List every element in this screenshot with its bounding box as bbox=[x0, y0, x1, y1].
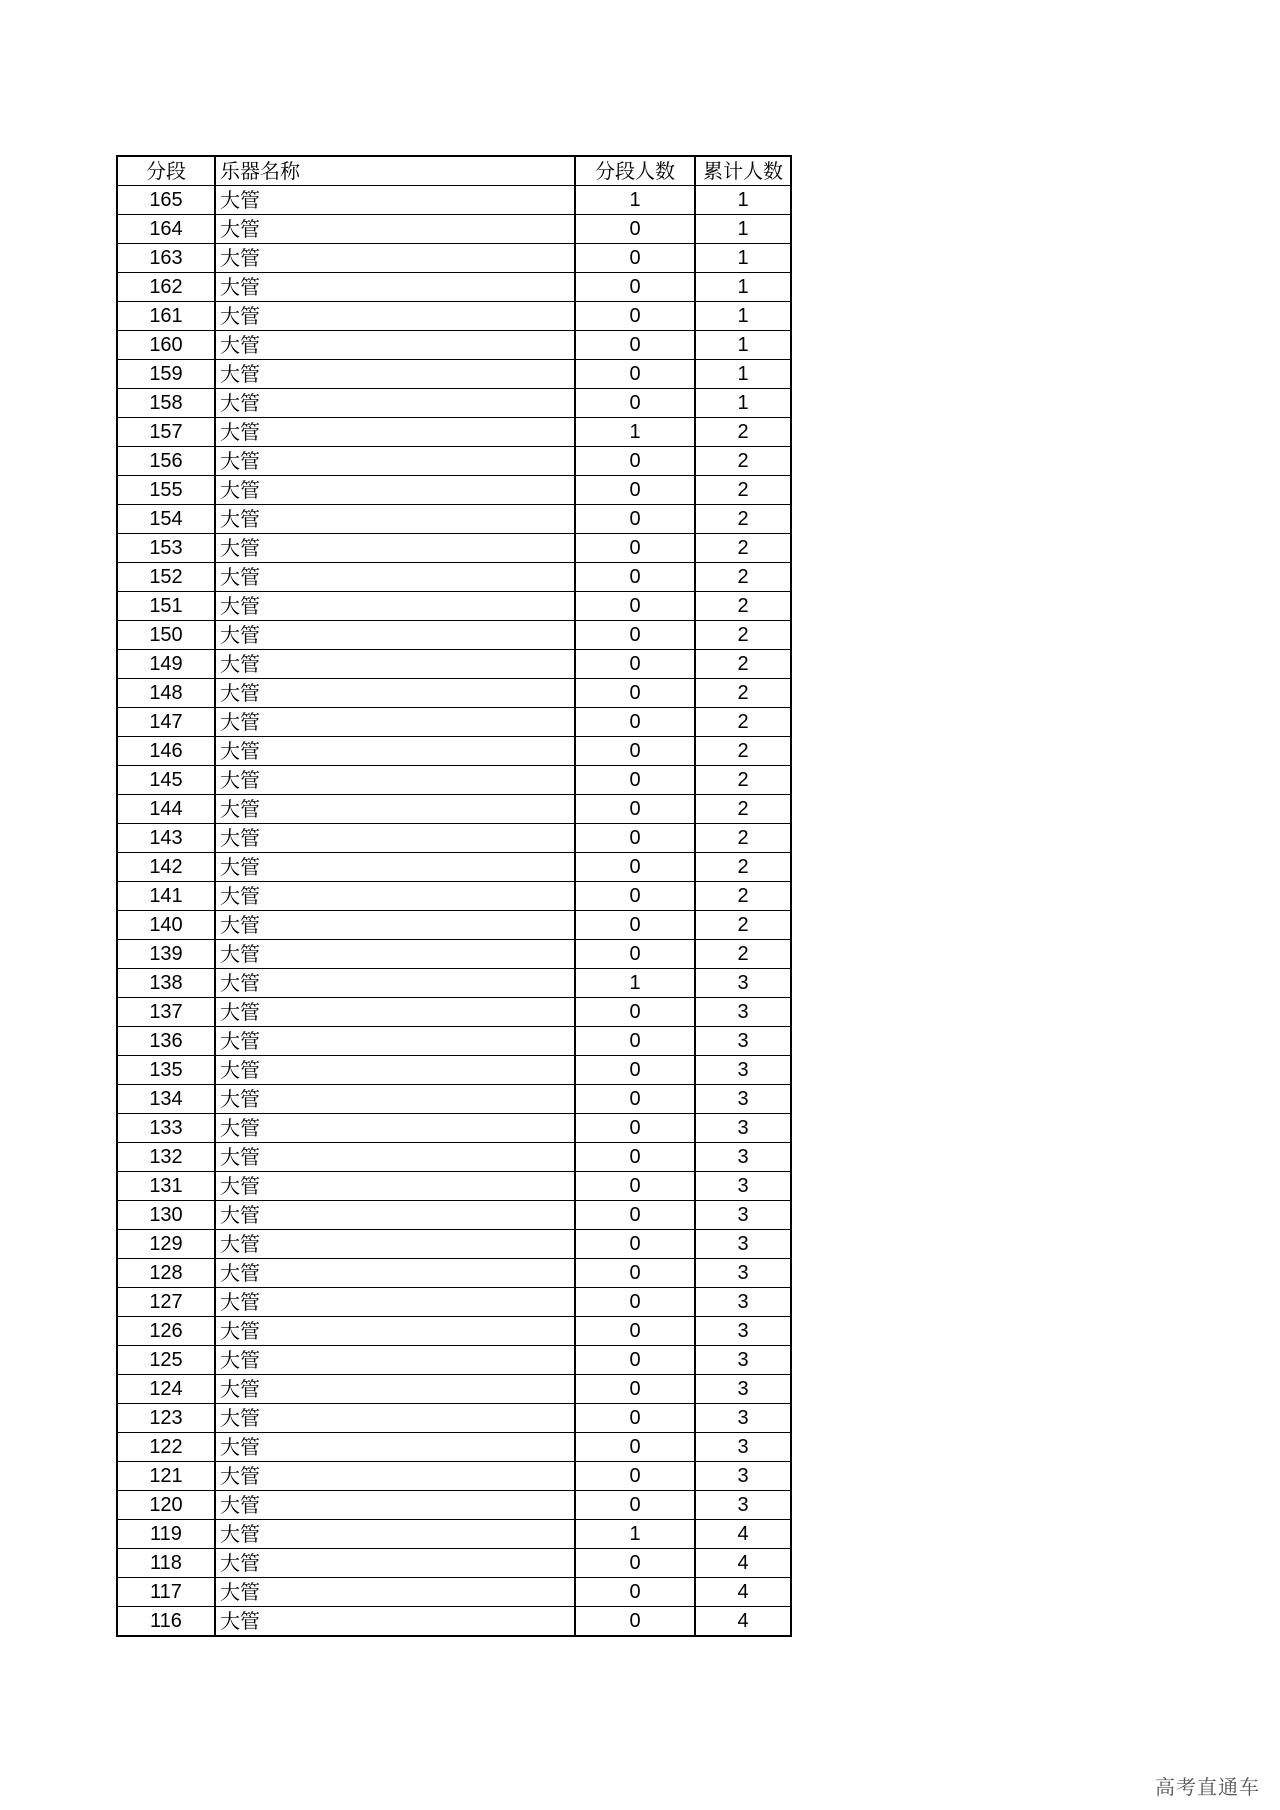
cell-segment: 149 bbox=[117, 650, 215, 679]
cell-cumulative: 4 bbox=[695, 1607, 791, 1637]
cell-count: 0 bbox=[575, 824, 695, 853]
cell-instrument: 大管 bbox=[215, 215, 575, 244]
cell-cumulative: 3 bbox=[695, 1288, 791, 1317]
cell-count: 0 bbox=[575, 1549, 695, 1578]
cell-count: 0 bbox=[575, 244, 695, 273]
cell-instrument: 大管 bbox=[215, 940, 575, 969]
cell-segment: 145 bbox=[117, 766, 215, 795]
cell-count: 0 bbox=[575, 1143, 695, 1172]
cell-instrument: 大管 bbox=[215, 621, 575, 650]
cell-instrument: 大管 bbox=[215, 969, 575, 998]
cell-count: 0 bbox=[575, 650, 695, 679]
cell-instrument: 大管 bbox=[215, 563, 575, 592]
cell-segment: 130 bbox=[117, 1201, 215, 1230]
cell-count: 0 bbox=[575, 1259, 695, 1288]
score-distribution-table bbox=[116, 155, 792, 1637]
cell-cumulative: 2 bbox=[695, 911, 791, 940]
cell-instrument: 大管 bbox=[215, 476, 575, 505]
cell-cumulative: 4 bbox=[695, 1549, 791, 1578]
table-row bbox=[117, 1201, 791, 1230]
table-row bbox=[117, 1578, 791, 1607]
cell-instrument: 大管 bbox=[215, 1433, 575, 1462]
cell-cumulative: 1 bbox=[695, 302, 791, 331]
cell-instrument: 大管 bbox=[215, 1317, 575, 1346]
cell-instrument: 大管 bbox=[215, 273, 575, 302]
cell-count: 0 bbox=[575, 1172, 695, 1201]
cell-count: 0 bbox=[575, 1578, 695, 1607]
cell-instrument: 大管 bbox=[215, 1085, 575, 1114]
cell-cumulative: 2 bbox=[695, 534, 791, 563]
table-row bbox=[117, 1404, 791, 1433]
cell-cumulative: 1 bbox=[695, 331, 791, 360]
cell-instrument: 大管 bbox=[215, 302, 575, 331]
cell-count: 0 bbox=[575, 1230, 695, 1259]
cell-count: 0 bbox=[575, 998, 695, 1027]
cell-count: 0 bbox=[575, 1404, 695, 1433]
cell-count: 0 bbox=[575, 708, 695, 737]
cell-segment: 153 bbox=[117, 534, 215, 563]
cell-count: 0 bbox=[575, 1607, 695, 1637]
table-row bbox=[117, 911, 791, 940]
cell-instrument: 大管 bbox=[215, 389, 575, 418]
table-row bbox=[117, 534, 791, 563]
cell-instrument: 大管 bbox=[215, 1288, 575, 1317]
table-row bbox=[117, 1056, 791, 1085]
table-row bbox=[117, 476, 791, 505]
cell-segment: 118 bbox=[117, 1549, 215, 1578]
cell-segment: 146 bbox=[117, 737, 215, 766]
cell-cumulative: 3 bbox=[695, 1259, 791, 1288]
cell-count: 0 bbox=[575, 389, 695, 418]
table-row bbox=[117, 650, 791, 679]
cell-segment: 125 bbox=[117, 1346, 215, 1375]
cell-segment: 119 bbox=[117, 1520, 215, 1549]
cell-count: 1 bbox=[575, 1520, 695, 1549]
cell-segment: 152 bbox=[117, 563, 215, 592]
cell-instrument: 大管 bbox=[215, 1201, 575, 1230]
cell-segment: 141 bbox=[117, 882, 215, 911]
cell-cumulative: 2 bbox=[695, 766, 791, 795]
cell-count: 0 bbox=[575, 940, 695, 969]
cell-instrument: 大管 bbox=[215, 1375, 575, 1404]
cell-segment: 133 bbox=[117, 1114, 215, 1143]
cell-count: 0 bbox=[575, 1201, 695, 1230]
cell-segment: 132 bbox=[117, 1143, 215, 1172]
cell-count: 0 bbox=[575, 911, 695, 940]
cell-count: 0 bbox=[575, 1491, 695, 1520]
cell-segment: 140 bbox=[117, 911, 215, 940]
cell-instrument: 大管 bbox=[215, 1607, 575, 1637]
cell-instrument: 大管 bbox=[215, 1027, 575, 1056]
cell-cumulative: 1 bbox=[695, 273, 791, 302]
cell-instrument: 大管 bbox=[215, 911, 575, 940]
cell-segment: 129 bbox=[117, 1230, 215, 1259]
cell-segment: 128 bbox=[117, 1259, 215, 1288]
cell-count: 0 bbox=[575, 534, 695, 563]
cell-segment: 161 bbox=[117, 302, 215, 331]
watermark-text: 高考直通车 bbox=[1155, 1775, 1260, 1799]
cell-segment: 116 bbox=[117, 1607, 215, 1637]
header-instrument: 乐器名称 bbox=[215, 156, 575, 186]
table-row bbox=[117, 1520, 791, 1549]
cell-segment: 148 bbox=[117, 679, 215, 708]
table-row bbox=[117, 1346, 791, 1375]
cell-count: 0 bbox=[575, 1085, 695, 1114]
cell-instrument: 大管 bbox=[215, 186, 575, 215]
cell-cumulative: 3 bbox=[695, 1375, 791, 1404]
cell-cumulative: 2 bbox=[695, 563, 791, 592]
cell-instrument: 大管 bbox=[215, 1143, 575, 1172]
cell-cumulative: 3 bbox=[695, 1085, 791, 1114]
cell-cumulative: 2 bbox=[695, 853, 791, 882]
cell-segment: 155 bbox=[117, 476, 215, 505]
cell-instrument: 大管 bbox=[215, 1056, 575, 1085]
cell-segment: 164 bbox=[117, 215, 215, 244]
cell-instrument: 大管 bbox=[215, 534, 575, 563]
cell-cumulative: 3 bbox=[695, 1172, 791, 1201]
cell-instrument: 大管 bbox=[215, 418, 575, 447]
cell-cumulative: 1 bbox=[695, 186, 791, 215]
table-row bbox=[117, 969, 791, 998]
cell-instrument: 大管 bbox=[215, 853, 575, 882]
table-row bbox=[117, 592, 791, 621]
cell-cumulative: 2 bbox=[695, 708, 791, 737]
cell-cumulative: 3 bbox=[695, 1462, 791, 1491]
cell-count: 0 bbox=[575, 331, 695, 360]
table-row bbox=[117, 505, 791, 534]
cell-instrument: 大管 bbox=[215, 244, 575, 273]
cell-cumulative: 3 bbox=[695, 1433, 791, 1462]
cell-instrument: 大管 bbox=[215, 824, 575, 853]
table-row bbox=[117, 447, 791, 476]
cell-instrument: 大管 bbox=[215, 592, 575, 621]
cell-segment: 147 bbox=[117, 708, 215, 737]
cell-count: 0 bbox=[575, 302, 695, 331]
cell-cumulative: 3 bbox=[695, 1056, 791, 1085]
cell-count: 1 bbox=[575, 969, 695, 998]
cell-cumulative: 2 bbox=[695, 621, 791, 650]
cell-segment: 137 bbox=[117, 998, 215, 1027]
cell-cumulative: 1 bbox=[695, 244, 791, 273]
table-row bbox=[117, 186, 791, 215]
cell-segment: 159 bbox=[117, 360, 215, 389]
cell-count: 0 bbox=[575, 1346, 695, 1375]
table-row bbox=[117, 824, 791, 853]
cell-segment: 162 bbox=[117, 273, 215, 302]
cell-cumulative: 3 bbox=[695, 969, 791, 998]
cell-segment: 135 bbox=[117, 1056, 215, 1085]
table-row bbox=[117, 302, 791, 331]
cell-instrument: 大管 bbox=[215, 708, 575, 737]
table-row bbox=[117, 766, 791, 795]
cell-count: 0 bbox=[575, 360, 695, 389]
cell-count: 0 bbox=[575, 621, 695, 650]
cell-cumulative: 2 bbox=[695, 476, 791, 505]
cell-instrument: 大管 bbox=[215, 331, 575, 360]
cell-cumulative: 2 bbox=[695, 882, 791, 911]
cell-count: 0 bbox=[575, 563, 695, 592]
cell-cumulative: 2 bbox=[695, 592, 791, 621]
table-row bbox=[117, 679, 791, 708]
cell-cumulative: 3 bbox=[695, 1201, 791, 1230]
cell-count: 0 bbox=[575, 795, 695, 824]
table-row bbox=[117, 1143, 791, 1172]
cell-instrument: 大管 bbox=[215, 766, 575, 795]
cell-instrument: 大管 bbox=[215, 1462, 575, 1491]
table-row bbox=[117, 389, 791, 418]
table-row bbox=[117, 1085, 791, 1114]
cell-count: 0 bbox=[575, 273, 695, 302]
cell-count: 0 bbox=[575, 737, 695, 766]
cell-instrument: 大管 bbox=[215, 1172, 575, 1201]
cell-instrument: 大管 bbox=[215, 1578, 575, 1607]
table-row bbox=[117, 215, 791, 244]
table-row bbox=[117, 1375, 791, 1404]
table-row bbox=[117, 1549, 791, 1578]
table-row bbox=[117, 360, 791, 389]
table-body bbox=[117, 186, 791, 1637]
cell-instrument: 大管 bbox=[215, 650, 575, 679]
cell-segment: 138 bbox=[117, 969, 215, 998]
cell-cumulative: 4 bbox=[695, 1520, 791, 1549]
cell-cumulative: 2 bbox=[695, 679, 791, 708]
cell-cumulative: 3 bbox=[695, 1230, 791, 1259]
cell-cumulative: 1 bbox=[695, 389, 791, 418]
cell-cumulative: 1 bbox=[695, 360, 791, 389]
table-row bbox=[117, 708, 791, 737]
cell-segment: 123 bbox=[117, 1404, 215, 1433]
cell-cumulative: 3 bbox=[695, 1491, 791, 1520]
table-row bbox=[117, 1172, 791, 1201]
table-row bbox=[117, 1027, 791, 1056]
table-row bbox=[117, 418, 791, 447]
cell-instrument: 大管 bbox=[215, 1230, 575, 1259]
cell-instrument: 大管 bbox=[215, 679, 575, 708]
cell-segment: 165 bbox=[117, 186, 215, 215]
table-row bbox=[117, 940, 791, 969]
cell-cumulative: 3 bbox=[695, 1114, 791, 1143]
cell-segment: 144 bbox=[117, 795, 215, 824]
cell-segment: 120 bbox=[117, 1491, 215, 1520]
cell-cumulative: 2 bbox=[695, 737, 791, 766]
cell-instrument: 大管 bbox=[215, 1346, 575, 1375]
cell-cumulative: 4 bbox=[695, 1578, 791, 1607]
header-cumulative: 累计人数 bbox=[695, 156, 791, 186]
cell-instrument: 大管 bbox=[215, 1404, 575, 1433]
table-row bbox=[117, 1607, 791, 1637]
cell-count: 0 bbox=[575, 679, 695, 708]
table-row bbox=[117, 1491, 791, 1520]
cell-segment: 131 bbox=[117, 1172, 215, 1201]
cell-segment: 127 bbox=[117, 1288, 215, 1317]
cell-count: 0 bbox=[575, 1375, 695, 1404]
cell-segment: 139 bbox=[117, 940, 215, 969]
cell-count: 0 bbox=[575, 1433, 695, 1462]
cell-count: 0 bbox=[575, 853, 695, 882]
cell-cumulative: 2 bbox=[695, 940, 791, 969]
cell-segment: 157 bbox=[117, 418, 215, 447]
cell-cumulative: 2 bbox=[695, 650, 791, 679]
cell-count: 0 bbox=[575, 1114, 695, 1143]
header-segment: 分段 bbox=[117, 156, 215, 186]
cell-count: 0 bbox=[575, 766, 695, 795]
table-row bbox=[117, 882, 791, 911]
cell-instrument: 大管 bbox=[215, 1114, 575, 1143]
table-row bbox=[117, 737, 791, 766]
cell-instrument: 大管 bbox=[215, 1549, 575, 1578]
table-row bbox=[117, 1317, 791, 1346]
header-row bbox=[117, 156, 791, 186]
cell-instrument: 大管 bbox=[215, 1259, 575, 1288]
cell-count: 0 bbox=[575, 1462, 695, 1491]
cell-cumulative: 2 bbox=[695, 418, 791, 447]
cell-segment: 126 bbox=[117, 1317, 215, 1346]
table-row bbox=[117, 1288, 791, 1317]
cell-segment: 163 bbox=[117, 244, 215, 273]
cell-count: 0 bbox=[575, 505, 695, 534]
cell-cumulative: 3 bbox=[695, 998, 791, 1027]
cell-instrument: 大管 bbox=[215, 1520, 575, 1549]
cell-count: 0 bbox=[575, 1317, 695, 1346]
cell-cumulative: 3 bbox=[695, 1317, 791, 1346]
cell-cumulative: 2 bbox=[695, 824, 791, 853]
cell-cumulative: 2 bbox=[695, 505, 791, 534]
cell-cumulative: 3 bbox=[695, 1346, 791, 1375]
cell-segment: 150 bbox=[117, 621, 215, 650]
table-row bbox=[117, 621, 791, 650]
cell-instrument: 大管 bbox=[215, 1491, 575, 1520]
cell-instrument: 大管 bbox=[215, 447, 575, 476]
table-row bbox=[117, 1433, 791, 1462]
table-row bbox=[117, 853, 791, 882]
table-row bbox=[117, 1114, 791, 1143]
cell-segment: 122 bbox=[117, 1433, 215, 1462]
cell-segment: 143 bbox=[117, 824, 215, 853]
table-row bbox=[117, 1462, 791, 1491]
table-row bbox=[117, 244, 791, 273]
cell-instrument: 大管 bbox=[215, 998, 575, 1027]
table-header bbox=[117, 156, 791, 186]
cell-cumulative: 1 bbox=[695, 215, 791, 244]
cell-segment: 142 bbox=[117, 853, 215, 882]
cell-cumulative: 3 bbox=[695, 1404, 791, 1433]
table-row bbox=[117, 331, 791, 360]
header-count: 分段人数 bbox=[575, 156, 695, 186]
cell-count: 0 bbox=[575, 476, 695, 505]
cell-cumulative: 3 bbox=[695, 1143, 791, 1172]
cell-count: 0 bbox=[575, 447, 695, 476]
table-row bbox=[117, 998, 791, 1027]
cell-instrument: 大管 bbox=[215, 505, 575, 534]
cell-segment: 134 bbox=[117, 1085, 215, 1114]
cell-segment: 156 bbox=[117, 447, 215, 476]
cell-instrument: 大管 bbox=[215, 737, 575, 766]
table-row bbox=[117, 273, 791, 302]
cell-count: 1 bbox=[575, 418, 695, 447]
cell-segment: 154 bbox=[117, 505, 215, 534]
cell-instrument: 大管 bbox=[215, 882, 575, 911]
table-row bbox=[117, 1259, 791, 1288]
cell-segment: 160 bbox=[117, 331, 215, 360]
cell-cumulative: 2 bbox=[695, 447, 791, 476]
cell-segment: 136 bbox=[117, 1027, 215, 1056]
cell-segment: 158 bbox=[117, 389, 215, 418]
cell-count: 1 bbox=[575, 186, 695, 215]
cell-segment: 151 bbox=[117, 592, 215, 621]
table-row bbox=[117, 563, 791, 592]
cell-count: 0 bbox=[575, 592, 695, 621]
cell-instrument: 大管 bbox=[215, 360, 575, 389]
cell-count: 0 bbox=[575, 1288, 695, 1317]
cell-cumulative: 3 bbox=[695, 1027, 791, 1056]
table-row bbox=[117, 795, 791, 824]
cell-count: 0 bbox=[575, 882, 695, 911]
cell-cumulative: 2 bbox=[695, 795, 791, 824]
cell-count: 0 bbox=[575, 1027, 695, 1056]
cell-segment: 117 bbox=[117, 1578, 215, 1607]
cell-instrument: 大管 bbox=[215, 795, 575, 824]
cell-segment: 121 bbox=[117, 1462, 215, 1491]
cell-segment: 124 bbox=[117, 1375, 215, 1404]
cell-count: 0 bbox=[575, 1056, 695, 1085]
cell-count: 0 bbox=[575, 215, 695, 244]
table-row bbox=[117, 1230, 791, 1259]
